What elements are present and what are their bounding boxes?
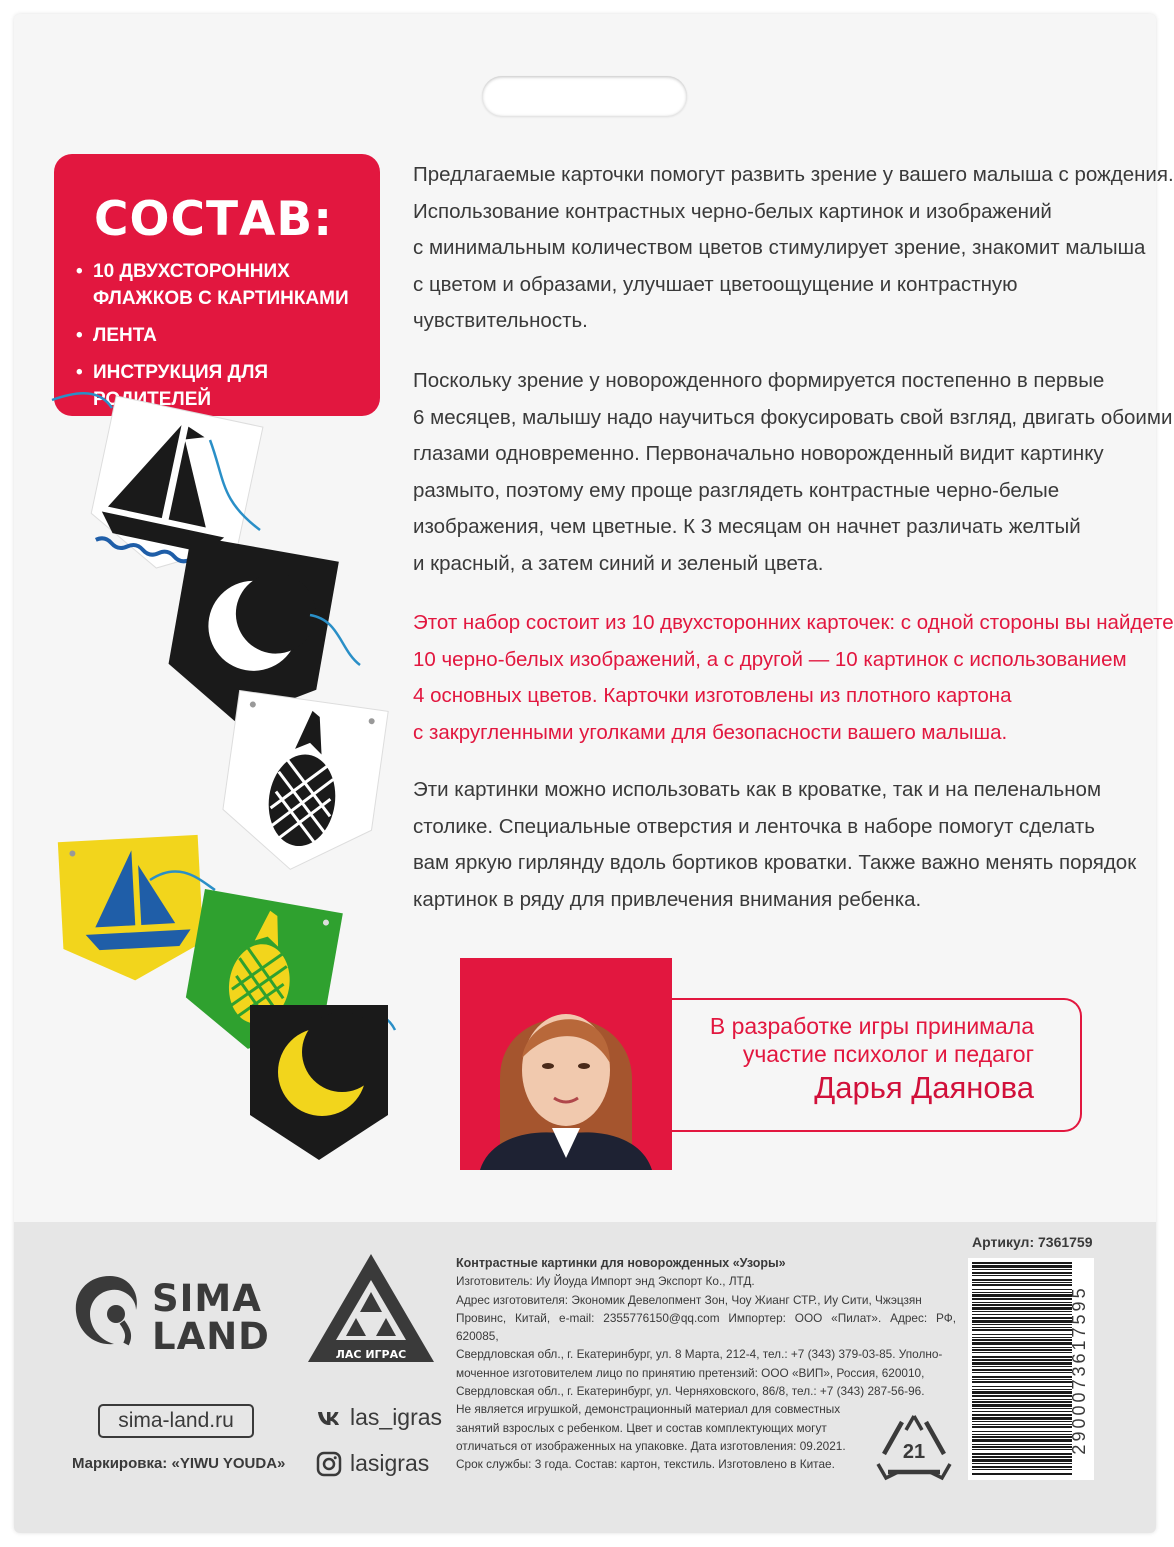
instagram-handle: lasigras: [350, 1450, 430, 1476]
barcode-digits: 2900073617595: [1068, 1285, 1089, 1455]
barcode-bar: [972, 1279, 1072, 1281]
legal-line: отличаться от изображенных на упаковке. Дата изготовления: 09.2021.: [456, 1438, 846, 1453]
barcode-bar: [972, 1347, 1072, 1348]
text-line: Поскольку зрение у новорожденного формируется постепенно в первые: [413, 369, 1105, 392]
legal-line: Адрес изготовителя: Экономик Девелопмент Зон, Чоу Жианг СТР., Иу Сити, Чжэцзян: [456, 1292, 922, 1307]
sima-land-logo-icon: [70, 1270, 150, 1350]
composition-item: • ИНСТРУКЦИЯ ДЛЯ РОДИТЕЛЕЙ: [76, 359, 376, 413]
legal-line: Свердловская обл., г. Екатеринбург, ул. Черняховского, 86/8, тел.: +7 (343) 287-56-96.: [456, 1384, 925, 1399]
recycle-icon: [874, 1412, 954, 1484]
barcode-bar: [972, 1337, 1072, 1338]
legal-line: Не является игрушкой, демонстрационный материал для совместных: [456, 1402, 841, 1417]
barcode-bar: [972, 1342, 1072, 1345]
barcode-bar: [972, 1414, 1072, 1416]
barcode-bar: [972, 1369, 1072, 1371]
barcode-bar: [972, 1459, 1072, 1462]
barcode-bar: [972, 1262, 1072, 1264]
vk-link[interactable]: [316, 1404, 442, 1431]
sailboat-card-color: [58, 835, 205, 984]
text-line: размыто, поэтому ему проще разглядеть контрастные черно-белые: [413, 478, 1060, 502]
text-line: 4 основных цветов. Карточки изготовлены из плотного картона: [413, 684, 1012, 707]
credit-line-1: В разработке игры принимала: [709, 1013, 1034, 1039]
composition-item: • 10 ДВУХСТОРОННИХ ФЛАЖКОВ С КАРТИНКАМИ: [76, 258, 376, 312]
portrait-illustration: [460, 958, 672, 1170]
article-number: Артикул: 7361759: [972, 1234, 1093, 1250]
barcode-bar: [972, 1356, 1072, 1358]
text-line: с цветом и образами, улучшает цветоощущение и контрастную: [413, 272, 1018, 296]
barcode-bar: [972, 1366, 1072, 1367]
barcode-bar: [972, 1307, 1072, 1310]
vk-icon: [316, 1405, 342, 1431]
barcode-bar: [972, 1302, 1072, 1303]
text-line: 6 месяцев, малышу надо научиться фокусировать свой взгляд, двигать обоими: [413, 405, 1173, 429]
barcode-bar: [972, 1304, 1072, 1306]
moon-card-color: [250, 1005, 388, 1160]
text-line: и красный, а затем синий и зеленый цвета.: [413, 551, 824, 575]
barcode-bar: [972, 1329, 1072, 1331]
text-line: Использование контрастных черно-белых картинок и изображений: [413, 199, 1052, 223]
las-igras-logo: [304, 1250, 438, 1368]
barcode-bar: [972, 1292, 1072, 1293]
barcode-number: [1068, 1262, 1094, 1478]
barcode-bar: [972, 1424, 1072, 1425]
barcode-bar: [972, 1444, 1072, 1445]
barcode-bar: [972, 1311, 1072, 1312]
barcode-bar: [972, 1453, 1072, 1455]
barcode-bar: [972, 1372, 1072, 1373]
barcode-bar: [972, 1269, 1072, 1270]
barcode-bar: [972, 1395, 1072, 1397]
text-line: чувствительность.: [413, 309, 588, 332]
credit-line-2: участие психолог и педагог: [742, 1041, 1034, 1067]
barcode-bar: [972, 1349, 1072, 1351]
legal-line: Свердловская обл., г. Екатеринбург, ул. 8 Марта, 212-4, тел.: +7 (343) 379-03-85. Уполно-: [456, 1347, 943, 1362]
barcode-bar: [972, 1317, 1072, 1319]
barcode-bar: [972, 1314, 1072, 1315]
barcode-bar: [972, 1324, 1072, 1325]
barcode-bar: [972, 1294, 1072, 1297]
credit-text: [614, 1012, 1034, 1108]
text-line: Этот набор состоит из 10 двухсторонних карточек: с одной стороны вы найдете: [413, 611, 1174, 634]
composition-box: [54, 154, 380, 416]
brand-line-2: LAND: [152, 1315, 270, 1358]
legal-line: занятий взрослых с ребенком. Цвет и состав комплектующих могут: [456, 1420, 827, 1435]
las-igras-label: ЛАС ИГРАС: [335, 1348, 407, 1361]
barcode-bar: [972, 1362, 1072, 1365]
barcode-bar: [972, 1466, 1072, 1468]
barcode-bar: [972, 1469, 1072, 1470]
barcode-bar: [972, 1449, 1072, 1450]
instagram-icon: [316, 1451, 342, 1477]
brand-name: [152, 1277, 270, 1358]
barcode-bar: [972, 1456, 1072, 1458]
barcode-bar: [972, 1381, 1072, 1383]
barcode-bars: [968, 1258, 1074, 1480]
barcode-bar: [972, 1265, 1072, 1268]
barcode-bar: [972, 1426, 1072, 1428]
credit-name: Дарья Даянова: [814, 1070, 1034, 1105]
barcode-bar: [972, 1411, 1072, 1412]
barcode-bar: [972, 1272, 1072, 1274]
barcode-bar: [972, 1334, 1072, 1335]
text-line: 10 черно-белых изображений, а с другой — 10 картинок с использованием: [413, 647, 1127, 671]
text-line: картинок в ряду для привлечения внимания ребенка.: [413, 887, 922, 911]
flag-cards-illustration: [40, 380, 400, 1180]
text-line: изображения, чем цветные. К 3 месяцам он начнет различать желтый: [413, 515, 1081, 538]
instagram-link[interactable]: [316, 1450, 429, 1477]
barcode-bar: [972, 1376, 1072, 1378]
text-line: вам яркую гирлянду вдоль бортиков кроватки. Также важно менять порядок: [413, 851, 1137, 874]
barcode-bar: [972, 1404, 1072, 1407]
hang-slot: [482, 76, 687, 116]
author-photo: [460, 958, 672, 1170]
description-paragraph-4: [413, 772, 1137, 918]
barcode-bar: [972, 1399, 1072, 1400]
barcode-bar: [972, 1275, 1072, 1276]
barcode-bar: [972, 1439, 1072, 1442]
text-line: столике. Специальные отверстия и ленточка в наборе помогут сделать: [413, 814, 1095, 838]
text-line: с закругленными уголками для безопасности вашего малыша.: [413, 720, 1008, 744]
barcode-bar: [972, 1389, 1072, 1390]
barcode-bar: [972, 1473, 1072, 1475]
barcode-bar: [972, 1320, 1072, 1323]
barcode-bar: [972, 1352, 1072, 1353]
barcode-bar: [972, 1379, 1072, 1380]
description-paragraph-3: [413, 605, 1174, 751]
composition-item: • ЛЕНТА: [76, 322, 376, 349]
recycle-code: 21: [902, 1441, 926, 1463]
vk-handle: las_igras: [350, 1404, 443, 1430]
barcode-bar: [972, 1298, 1072, 1300]
product-title: Контрастные картинки для новорожденных «Узоры»: [456, 1256, 786, 1270]
text-line: глазами одновременно. Первоначально новорожденный видит картинку: [413, 442, 1104, 465]
barcode-bar: [972, 1436, 1072, 1438]
barcode-bar: [972, 1434, 1072, 1435]
barcode-bar: [972, 1282, 1072, 1283]
barcode-bar: [972, 1289, 1072, 1290]
website-url: sima-land.ru: [98, 1404, 254, 1438]
composition-title: СОСТАВ:: [94, 192, 333, 247]
barcode-bar: [972, 1463, 1072, 1464]
text-line: Предлагаемые карточки помогут развить зрение у вашего малыша с рождения.: [413, 163, 1174, 186]
barcode-bar: [972, 1391, 1072, 1394]
pineapple-card-bw: [216, 691, 388, 880]
description-paragraph-2: [413, 363, 1173, 582]
barcode-bar: [972, 1359, 1072, 1361]
legal-line: Срок службы: 3 года. Состав: картон, текстиль. Изготовлено в Китае.: [456, 1457, 835, 1472]
brand-line-1: SIMA: [152, 1277, 262, 1320]
barcode-bar: [972, 1408, 1072, 1409]
barcode-bar: [972, 1431, 1072, 1432]
legal-line: Провинс, Китай, e-mail: 2355776150@qq.com Импортер: ООО «Пилат». Адрес: РФ, 620085,: [456, 1310, 956, 1344]
barcode-bar: [972, 1446, 1072, 1448]
text-line: Эти картинки можно использовать как в кроватке, так и на пеленальном: [413, 778, 1102, 801]
text-line: с минимальным количеством цветов стимулирует зрение, знакомит малыша: [413, 236, 1146, 259]
barcode-bar: [972, 1421, 1072, 1422]
barcode-bar: [972, 1386, 1072, 1387]
barcode-bar: [972, 1417, 1072, 1420]
barcode-bar: [972, 1284, 1072, 1286]
legal-line: Изготовитель: Иу Йоуда Импорт энд Экспорт Ко., ЛТД.: [456, 1274, 755, 1289]
barcode-bar: [972, 1401, 1072, 1403]
description-paragraph-1: [413, 157, 1174, 340]
barcode-bar: [972, 1339, 1072, 1341]
legal-line: моченное изготовителем лицо по принятию претензий: ООО «ВИП», Россия, 620010,: [456, 1365, 925, 1380]
marking-text: Маркировка: «YIWU YOUDA»: [72, 1455, 286, 1472]
barcode-bar: [972, 1327, 1072, 1328]
